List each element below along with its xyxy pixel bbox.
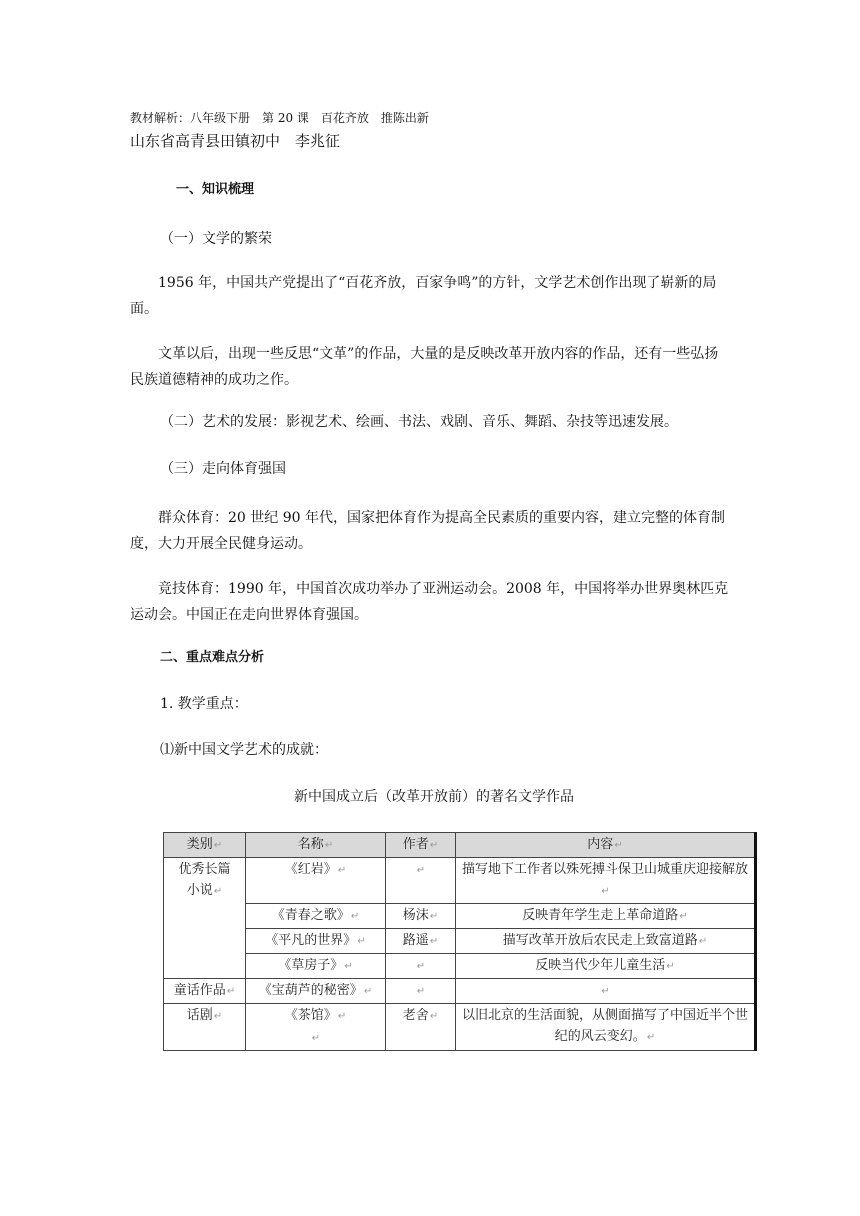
paragraph-1956: 1956 年，中国共产党提出了“百花齐放，百家争鸣”的方针，文学艺术创作出现了崭新的局面。 bbox=[130, 275, 717, 317]
header-content: 内容↵ bbox=[456, 833, 756, 858]
header-author: 作者↵ bbox=[386, 833, 456, 858]
table-row bbox=[164, 929, 756, 954]
section-title-knowledge: 一、知识梳理 bbox=[176, 182, 255, 197]
paragraph-mass-sports: 群众体育：20 世纪 90 年代，国家把体育作为提高全民素质的重要内容，建立完整的体育制度，大力开展全民健身运动。 bbox=[130, 510, 725, 552]
table-row bbox=[164, 1004, 756, 1051]
work-author: ↵ bbox=[386, 954, 456, 979]
teaching-focus-label: 1. 教学重点： bbox=[160, 696, 248, 712]
document-header-line1: 教材解析：八年级下册 第 20 课 百花齐放 推陈出新 bbox=[130, 111, 429, 125]
table-row bbox=[164, 954, 756, 979]
table-row bbox=[164, 979, 756, 1004]
work-name: 《宝葫芦的秘密》↵ bbox=[246, 979, 386, 1004]
table-header-row bbox=[164, 833, 756, 858]
category-fairy-tale: 童话作品↵ bbox=[164, 979, 246, 1004]
work-content: 描写改革开放后农民走上致富道路↵ bbox=[456, 929, 756, 954]
subsection-art: （二）艺术的发展：影视艺术、绘画、书法、戏剧、音乐、舞蹈、杂技等迅速发展。 bbox=[160, 414, 678, 430]
paragraph-competitive-sports: 竞技体育：1990 年，中国首次成功举办了亚洲运动会。2008 年，中国将举办世界奥林匹克运动会。中国正在走向世界体育强国。 bbox=[130, 581, 729, 623]
work-content: 反映当代少年儿童生活↵ bbox=[456, 954, 756, 979]
subsection-sports: （三）走向体育强国 bbox=[160, 461, 286, 477]
work-author: 路遥↵ bbox=[386, 929, 456, 954]
paragraph-after-cultural-revolution: 文革以后，出现一些反思“文革”的作品，大量的是反映改革开放内容的作品，还有一些弘扬民族道德精神的成功之作。 bbox=[130, 346, 719, 388]
work-name: 《草房子》↵ bbox=[246, 954, 386, 979]
work-name: 《平凡的世界》↵ bbox=[246, 929, 386, 954]
literature-works-table bbox=[163, 832, 757, 1051]
header-category: 类别↵ bbox=[164, 833, 246, 858]
work-content: 以旧北京的生活面貌，从侧面描写了中国近半个世纪的风云变幻。↵ bbox=[456, 1004, 756, 1051]
work-content: 反映青年学生走上革命道路↵ bbox=[456, 904, 756, 929]
category-novel: 优秀长篇小说↵ bbox=[164, 858, 246, 979]
work-content: 描写地下工作者以殊死搏斗保卫山城重庆迎接解放↵ bbox=[456, 858, 756, 904]
subsection-literature: （一）文学的繁荣 bbox=[160, 231, 272, 247]
category-drama: 话剧↵ bbox=[164, 1004, 246, 1051]
work-name: 《茶馆》↵ ↵ bbox=[246, 1004, 386, 1051]
work-author: ↵ bbox=[386, 858, 456, 904]
table-row bbox=[164, 858, 756, 904]
work-author: ↵ bbox=[386, 979, 456, 1004]
table-row bbox=[164, 904, 756, 929]
header-name: 名称↵ bbox=[246, 833, 386, 858]
section-title-key-points: 二、重点难点分析 bbox=[160, 650, 265, 665]
table-caption: 新中国成立后（改革开放前）的著名文学作品 bbox=[294, 789, 574, 805]
work-name: 《青春之歌》↵ bbox=[246, 904, 386, 929]
work-author: 老舍↵ bbox=[386, 1004, 456, 1051]
teaching-focus-item: ⑴新中国文学艺术的成就： bbox=[160, 742, 328, 758]
work-author: 杨沫↵ bbox=[386, 904, 456, 929]
work-content: ↵ bbox=[456, 979, 756, 1004]
document-header-author: 山东省高青县田镇初中 李兆征 bbox=[130, 132, 341, 150]
work-name: 《红岩》↵ bbox=[246, 858, 386, 904]
